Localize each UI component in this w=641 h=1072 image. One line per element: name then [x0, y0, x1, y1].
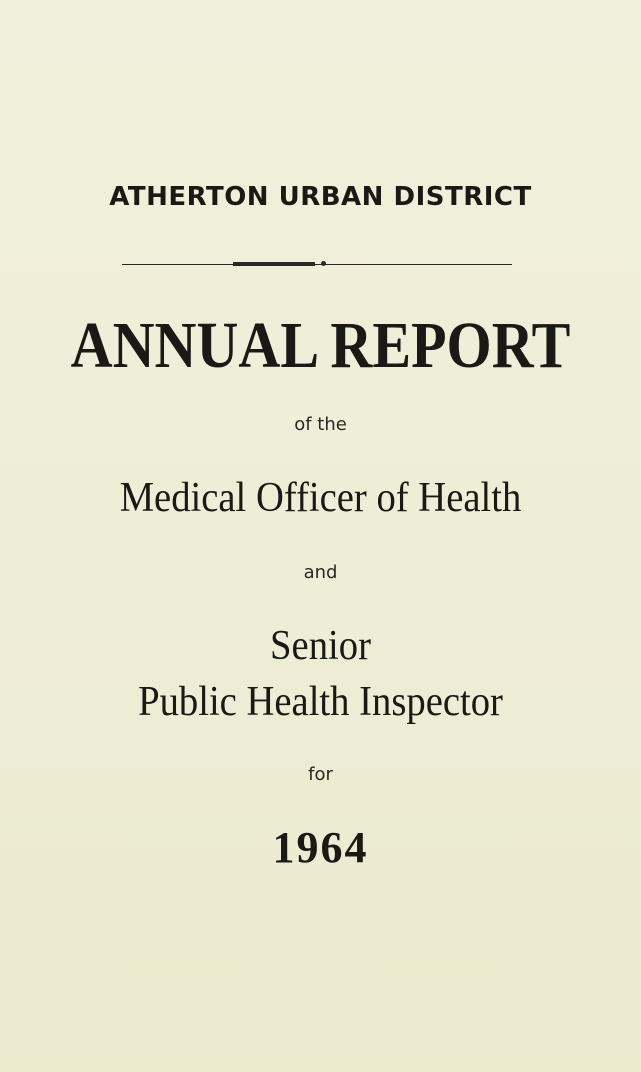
report-title: ANNUAL REPORT [70, 309, 571, 382]
connector-of-the: of the [294, 414, 347, 435]
officer-title: Medical Officer of Health [119, 475, 522, 521]
connector-for: for [308, 764, 333, 785]
connector-and: and [303, 562, 338, 583]
authority-heading: ATHERTON URBAN DISTRICT [109, 182, 532, 212]
report-year: 1964 [272, 823, 369, 872]
rule-thick-segment [233, 262, 315, 266]
rule-line [122, 264, 512, 265]
rule-dot [321, 261, 326, 266]
inspector-title: Public Health Inspector [138, 679, 503, 725]
senior-label: Senior [270, 623, 371, 669]
